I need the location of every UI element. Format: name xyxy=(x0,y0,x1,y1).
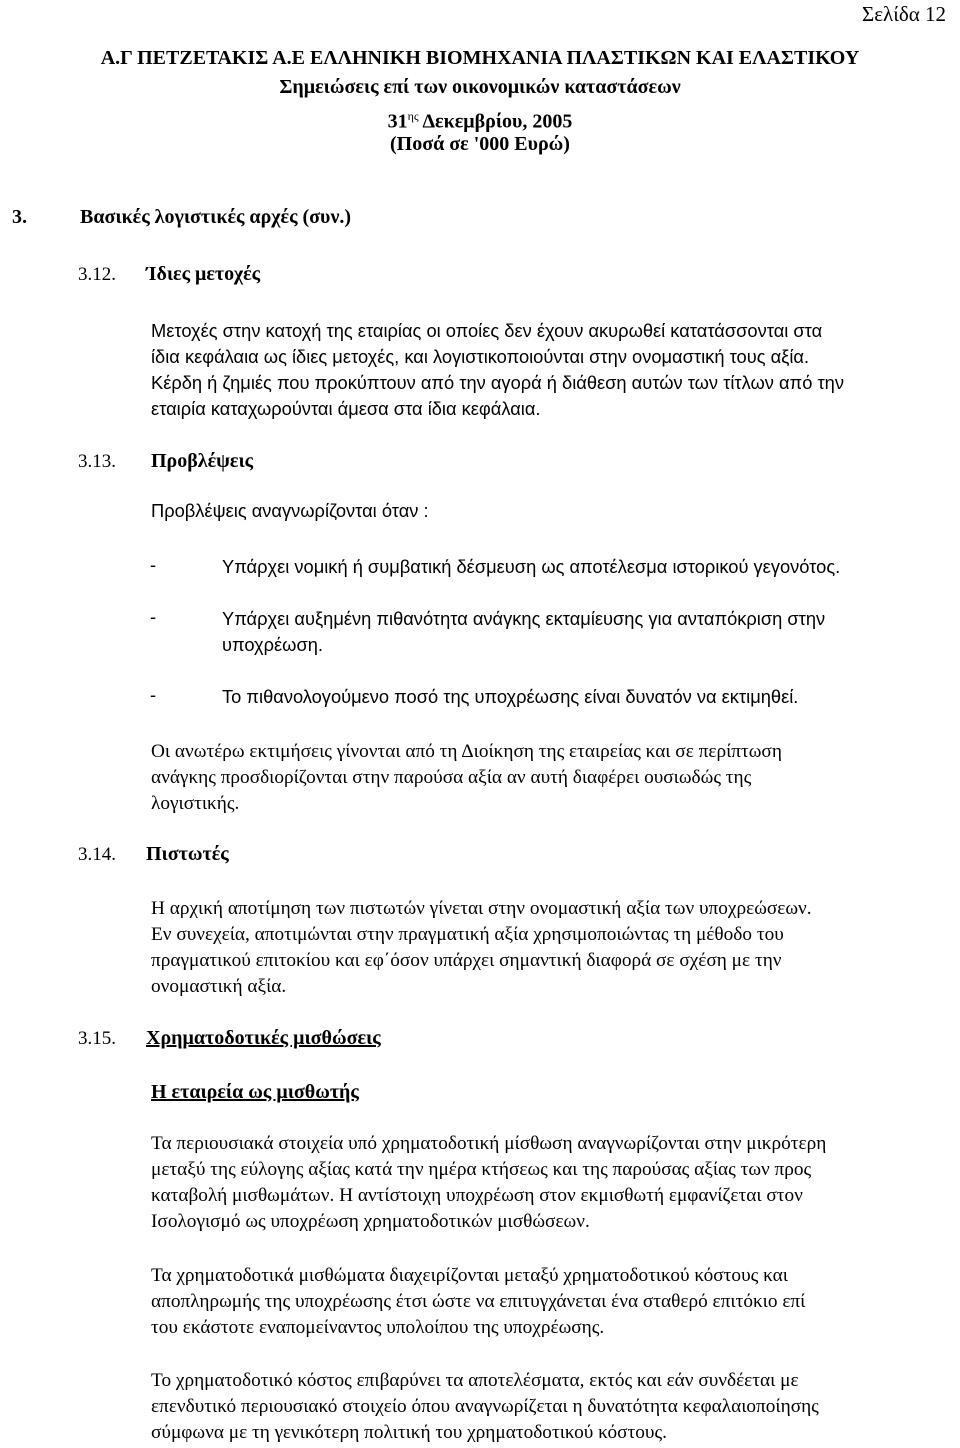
text-line: αποπληρωμής της υποχρέωσης έτσι ώστε να επιτυγχάνεται ένα σταθερό επιτόκιο επί xyxy=(151,1291,806,1312)
leases-paragraph-1 xyxy=(151,1131,959,1235)
creditors-paragraph xyxy=(151,896,959,1000)
text-line: υποχρέωση. xyxy=(222,634,323,655)
subsection-number-3-12: 3.12. xyxy=(78,264,116,285)
text-line: Υπάρχει αυξημένη πιθανότητα ανάγκης εκταμίευσης για ανταπόκριση στην xyxy=(222,608,826,629)
subsection-title-creditors: Πιστωτές xyxy=(146,843,229,865)
text-line: ανάγκης προσδιορίζονται στην παρούσα αξία αν αυτή διαφέρει ουσιωδώς της xyxy=(151,767,752,788)
text-line: επενδυτικό περιουσιακό στοιχείο όπου αναγνωρίζεται η δυνατότητα κεφαλαιοποίησης xyxy=(151,1396,819,1417)
page-number: Σελίδα 12 xyxy=(861,2,946,26)
text-line: Ισολογισμό ως υποχρέωση χρηματοδοτικών μισθώσεων. xyxy=(151,1211,590,1232)
section-title: Βασικές λογιστικές αρχές (συν.) xyxy=(80,206,352,228)
text-line: ονομαστική αξία. xyxy=(151,976,287,997)
text-line: Τα χρηματοδοτικά μισθώματα διαχειρίζονται μεταξύ χρηματοδοτικού κόστους και xyxy=(151,1265,788,1286)
text-line: Οι ανωτέρω εκτιμήσεις γίνονται από τη Διοίκηση της εταιρείας και σε περίπτωση xyxy=(151,741,782,762)
section-number: 3. xyxy=(12,206,27,228)
text-line: Η αρχική αποτίμηση των πιστωτών γίνεται στην ονομαστική αξία των υποχρεώσεων. xyxy=(151,898,812,919)
subsection-title-finance-leases: Χρηματοδοτικές μισθώσεις xyxy=(146,1027,381,1049)
text-line: λογιστικής. xyxy=(151,793,240,814)
bullet-dash: - xyxy=(150,684,157,705)
subsection-title-provisions: Προβλέψεις xyxy=(151,450,254,472)
bullet-text xyxy=(222,606,960,658)
lessee-subheading: Η εταιρεία ως μισθωτής xyxy=(151,1081,359,1103)
text-line: του εκάστοτε εναπομείναντος υπολοίπου της υποχρέωσης. xyxy=(151,1317,605,1338)
text-line: Μετοχές στην κατοχή της εταιρίας οι οποίες δεν έχουν ακυρωθεί κατατάσσονται στα xyxy=(151,320,823,341)
text-line: Τα περιουσιακά στοιχεία υπό χρηματοδοτική μίσθωση αναγνωρίζονται στην μικρότερη xyxy=(151,1133,827,1154)
own-shares-paragraph xyxy=(151,318,959,422)
bullet-text: Υπάρχει νομική ή συμβατική δέσμευση ως αποτέλεσμα ιστορικού γεγονότος. xyxy=(222,556,841,577)
subsection-title-own-shares: Ίδιες μετοχές xyxy=(146,263,261,285)
text-line: ίδια κεφάλαια ως ίδιες μετοχές, και λογιστικοποιούνται στην ονομαστική τους αξία. xyxy=(151,346,810,367)
document-subtitle: Σημειώσεις επί των οικονομικών καταστάσεων xyxy=(279,76,681,98)
text-line: πραγματικού επιτοκίου και εφ΄όσον υπάρχει σημαντική διαφορά σε σχέση με την xyxy=(151,950,782,971)
date-day: 31 xyxy=(387,110,408,133)
text-line: σύμφωνα με τη γενικότερη πολιτική του χρηματοδοτικού κόστους. xyxy=(151,1422,667,1443)
subsection-number-3-14: 3.14. xyxy=(78,844,116,865)
date-ordinal: ης xyxy=(407,109,419,123)
text-line: μεταξύ της εύλογης αξίας κατά την ημέρα κτήσεως και της παρούσας αξίας των προς xyxy=(151,1159,812,1180)
subsection-number-3-13: 3.13. xyxy=(78,451,116,472)
text-line: Εν συνεχεία, αποτιμώνται στην πραγματική αξία χρησιμοποιώντας τη μέθοδο του xyxy=(151,924,784,945)
provisions-closing-paragraph xyxy=(151,739,959,817)
company-title: Α.Γ ΠΕΤΖΕΤΑΚΙΣ Α.Ε ΕΛΛΗΝΙΚΗ ΒΙΟΜΗΧΑΝΙΑ ΠΛΑΣΤΙΚΩΝ ΚΑΙ ΕΛΑΣΤΙΚΟΥ xyxy=(100,47,860,69)
leases-paragraph-3 xyxy=(151,1368,959,1446)
provisions-intro: Προβλέψεις αναγνωρίζονται όταν : xyxy=(151,500,429,521)
bullet-dash: - xyxy=(150,554,157,575)
bullet-dash: - xyxy=(150,606,157,627)
subsection-number-3-15: 3.15. xyxy=(78,1028,116,1049)
text-line: καταβολή μισθωμάτων. Η αντίστοιχη υποχρέωση στον εκμισθωτή εμφανίζεται στον xyxy=(151,1185,803,1206)
amounts-note: (Ποσά σε '000 Ευρώ) xyxy=(390,133,570,155)
text-line: εταιρία καταχωρούνται άμεσα στα ίδια κεφάλαια. xyxy=(151,398,541,419)
text-line: Το χρηματοδοτικό κόστος επιβαρύνει τα αποτελέσματα, εκτός και εάν συνδέεται με xyxy=(151,1370,799,1391)
leases-paragraph-2 xyxy=(151,1263,959,1341)
text-line: Κέρδη ή ζημιές που προκύπτουν από την αγορά ή διάθεση αυτών των τίτλων από την xyxy=(151,372,844,393)
bullet-text: Το πιθανολογούμενο ποσό της υποχρέωσης είναι δυνατόν να εκτιμηθεί. xyxy=(222,686,799,707)
date-rest: Δεκεμβρίου, 2005 xyxy=(418,110,573,133)
